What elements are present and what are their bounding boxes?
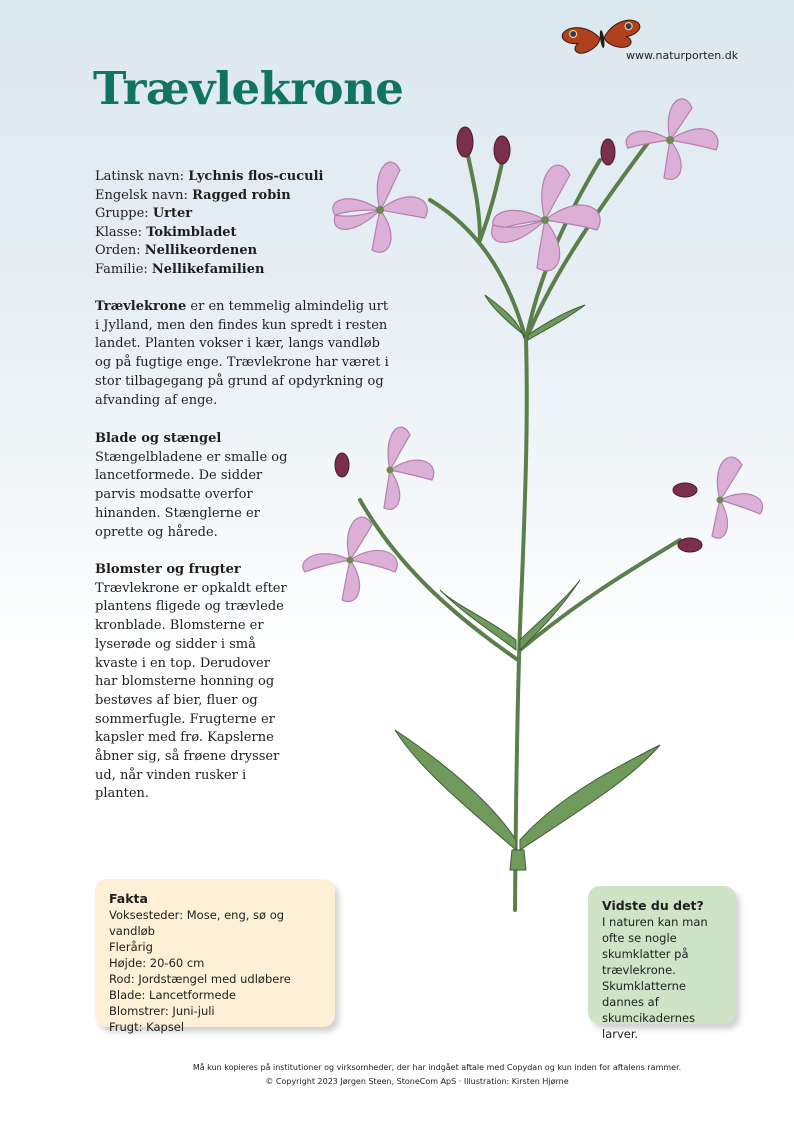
page-title: Trævlekrone [93,62,404,115]
meta-latin: Latinsk navn: Lychnis flos-cuculi [95,169,324,184]
did-you-know-text: I naturen kan man ofte se nogle skumklatter på trævlekrone. Skumklatterne dannes af skumcikadernes larver. [602,915,708,1041]
leaves-text: Stængelbladene er smalle og lancetformede. De sidder parvis modsatte overfor hinanden. Stænglerne er oprette og hårede. [95,449,288,540]
facts-line: Voksesteder: Mose, eng, sø og vandløb [109,908,285,938]
footer [0,1061,794,1089]
meta-class: Klasse: Tokimbladet [95,224,237,240]
did-you-know-box [588,886,736,1041]
facts-box [95,879,335,1034]
meta-family: Familie: Nellikefamilien [95,261,265,277]
did-you-know-heading: Vidste du det? [602,898,704,913]
facts-line: Højde: 20-60 cm [109,956,205,970]
ragged-robin-illustration [280,80,794,920]
leaves-heading: Blade og stængel [95,431,222,446]
meta-group: Gruppe: Urter [95,206,193,222]
facts-line: Frugt: Kapsel [109,1020,185,1034]
meta-order: Orden: Nellikeordenen [95,243,258,259]
facts-line: Blade: Lancetformede [109,988,236,1002]
footer-license: Må kun kopieres på institutioner og virksomheder, der har indgået aftale med Copydan og kun inden for aftalens rammer. [192,1063,682,1072]
flowers-section [95,561,295,804]
facts-line: Rod: Jordstængel med udløbere [109,972,291,986]
facts-line: Flerårig [109,940,153,954]
butterfly-icon [560,18,644,58]
flowers-heading: Blomster og frugter [95,562,241,577]
flowers-text: Trævlekrone er opkaldt efter plantens fligede og trævlede kronblade. Blomsterne er lyserøde og sidder i små kvaste i en top. Derudover har blomsterne honning og bestøves af bier, fluer og sommerfugle. Frugterne er kapsler med frø. Kapslerne åbner sig, så frøene drysser ud, når vinden rusker i planten. [95,580,287,802]
meta-english: Engelsk navn: Ragged robin [95,187,291,203]
intro-paragraph: Trævlekrone er en temmelig almindelig urt i Jylland, men den findes kun spredt i resten landet. Planten vokser i kær, langs vandløb og på fugtige enge. Trævlekrone har været i stor tilbagegang på grund af opdyrkning og afvanding af enge. [95,299,389,408]
facts-heading: Fakta [109,891,148,906]
footer-copyright: © Copyright 2023 Jørgen Steen, StoneCom ApS · Illustration: Kirsten Hjørne [265,1077,569,1086]
facts-line: Blomstrer: Juni-juli [109,1004,215,1018]
site-url: www.naturporten.dk [626,49,739,62]
leaves-section [95,430,295,542]
